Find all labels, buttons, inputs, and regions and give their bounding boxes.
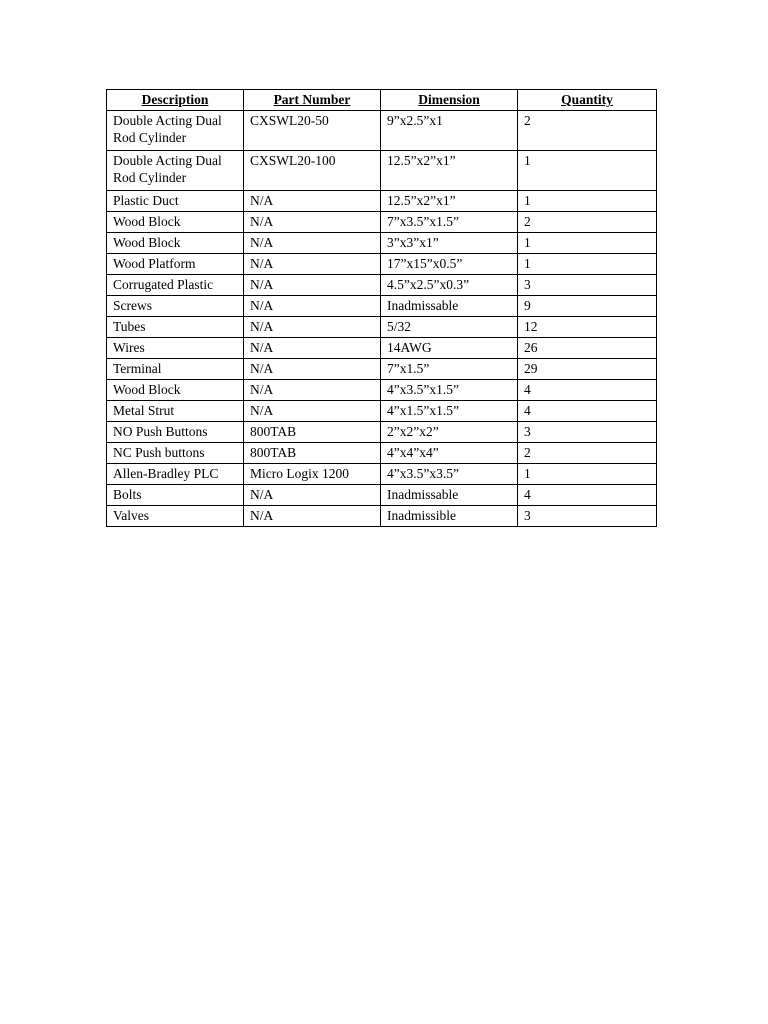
cell-description: Double Acting Dual Rod Cylinder bbox=[107, 151, 244, 191]
cell-description: Wires bbox=[107, 338, 244, 359]
cell-part-number: N/A bbox=[244, 233, 381, 254]
header-dimension: Dimension bbox=[381, 90, 518, 111]
cell-dimension: 4”x4”x4” bbox=[381, 443, 518, 464]
cell-quantity: 3 bbox=[518, 506, 657, 527]
cell-description: Wood Platform bbox=[107, 254, 244, 275]
cell-dimension: 2”x2”x2” bbox=[381, 422, 518, 443]
cell-part-number: N/A bbox=[244, 506, 381, 527]
cell-dimension: 3”x3”x1” bbox=[381, 233, 518, 254]
cell-quantity: 4 bbox=[518, 380, 657, 401]
cell-quantity: 2 bbox=[518, 111, 657, 151]
table-row bbox=[107, 212, 657, 233]
cell-dimension: Inadmissible bbox=[381, 506, 518, 527]
cell-quantity: 4 bbox=[518, 485, 657, 506]
cell-part-number: N/A bbox=[244, 401, 381, 422]
cell-description: Plastic Duct bbox=[107, 191, 244, 212]
cell-description: Tubes bbox=[107, 317, 244, 338]
cell-dimension: 5/32 bbox=[381, 317, 518, 338]
table-row bbox=[107, 296, 657, 317]
cell-part-number: N/A bbox=[244, 359, 381, 380]
cell-description: Valves bbox=[107, 506, 244, 527]
cell-quantity: 1 bbox=[518, 254, 657, 275]
cell-quantity: 1 bbox=[518, 191, 657, 212]
cell-part-number: N/A bbox=[244, 338, 381, 359]
cell-description: Wood Block bbox=[107, 212, 244, 233]
table-row bbox=[107, 464, 657, 485]
cell-description: Terminal bbox=[107, 359, 244, 380]
cell-part-number: N/A bbox=[244, 296, 381, 317]
cell-part-number: CXSWL20-100 bbox=[244, 151, 381, 191]
cell-dimension: Inadmissable bbox=[381, 485, 518, 506]
table-row bbox=[107, 443, 657, 464]
cell-description: Bolts bbox=[107, 485, 244, 506]
table-row bbox=[107, 338, 657, 359]
table-row bbox=[107, 254, 657, 275]
cell-dimension: 4”x3.5”x3.5” bbox=[381, 464, 518, 485]
cell-part-number: 800TAB bbox=[244, 422, 381, 443]
cell-description: Wood Block bbox=[107, 233, 244, 254]
cell-part-number: N/A bbox=[244, 275, 381, 296]
cell-description: Allen-Bradley PLC bbox=[107, 464, 244, 485]
table-row bbox=[107, 191, 657, 212]
cell-dimension: 9”x2.5”x1 bbox=[381, 111, 518, 151]
cell-dimension: 4”x3.5”x1.5” bbox=[381, 380, 518, 401]
table-row bbox=[107, 317, 657, 338]
cell-dimension: Inadmissable bbox=[381, 296, 518, 317]
header-quantity: Quantity bbox=[518, 90, 657, 111]
table-header-row bbox=[107, 90, 657, 111]
cell-quantity: 9 bbox=[518, 296, 657, 317]
cell-quantity: 1 bbox=[518, 233, 657, 254]
cell-part-number: N/A bbox=[244, 485, 381, 506]
cell-quantity: 2 bbox=[518, 212, 657, 233]
cell-quantity: 1 bbox=[518, 151, 657, 191]
header-part-number: Part Number bbox=[244, 90, 381, 111]
table-row bbox=[107, 233, 657, 254]
cell-part-number: N/A bbox=[244, 254, 381, 275]
cell-description: NO Push Buttons bbox=[107, 422, 244, 443]
cell-quantity: 2 bbox=[518, 443, 657, 464]
cell-quantity: 26 bbox=[518, 338, 657, 359]
cell-part-number: N/A bbox=[244, 191, 381, 212]
cell-dimension: 7”x3.5”x1.5” bbox=[381, 212, 518, 233]
cell-description: Corrugated Plastic bbox=[107, 275, 244, 296]
cell-dimension: 4.5”x2.5”x0.3” bbox=[381, 275, 518, 296]
table-row bbox=[107, 359, 657, 380]
cell-dimension: 12.5”x2”x1” bbox=[381, 151, 518, 191]
cell-description: Metal Strut bbox=[107, 401, 244, 422]
cell-dimension: 14AWG bbox=[381, 338, 518, 359]
parts-table bbox=[106, 89, 657, 527]
table-row bbox=[107, 422, 657, 443]
cell-part-number: 800TAB bbox=[244, 443, 381, 464]
cell-quantity: 12 bbox=[518, 317, 657, 338]
cell-quantity: 3 bbox=[518, 422, 657, 443]
table-row bbox=[107, 506, 657, 527]
cell-dimension: 12.5”x2”x1” bbox=[381, 191, 518, 212]
cell-quantity: 1 bbox=[518, 464, 657, 485]
cell-dimension: 17”x15”x0.5” bbox=[381, 254, 518, 275]
table-row bbox=[107, 485, 657, 506]
cell-quantity: 3 bbox=[518, 275, 657, 296]
cell-description: Wood Block bbox=[107, 380, 244, 401]
table-row bbox=[107, 151, 657, 191]
cell-dimension: 4”x1.5”x1.5” bbox=[381, 401, 518, 422]
cell-part-number: Micro Logix 1200 bbox=[244, 464, 381, 485]
table-row bbox=[107, 275, 657, 296]
cell-dimension: 7”x1.5” bbox=[381, 359, 518, 380]
cell-part-number: N/A bbox=[244, 380, 381, 401]
table-row bbox=[107, 380, 657, 401]
cell-description: NC Push buttons bbox=[107, 443, 244, 464]
table-row bbox=[107, 111, 657, 151]
cell-part-number: N/A bbox=[244, 317, 381, 338]
cell-quantity: 4 bbox=[518, 401, 657, 422]
cell-description: Double Acting Dual Rod Cylinder bbox=[107, 111, 244, 151]
cell-part-number: N/A bbox=[244, 212, 381, 233]
cell-part-number: CXSWL20-50 bbox=[244, 111, 381, 151]
cell-quantity: 29 bbox=[518, 359, 657, 380]
header-description: Description bbox=[107, 90, 244, 111]
cell-description: Screws bbox=[107, 296, 244, 317]
table-row bbox=[107, 401, 657, 422]
